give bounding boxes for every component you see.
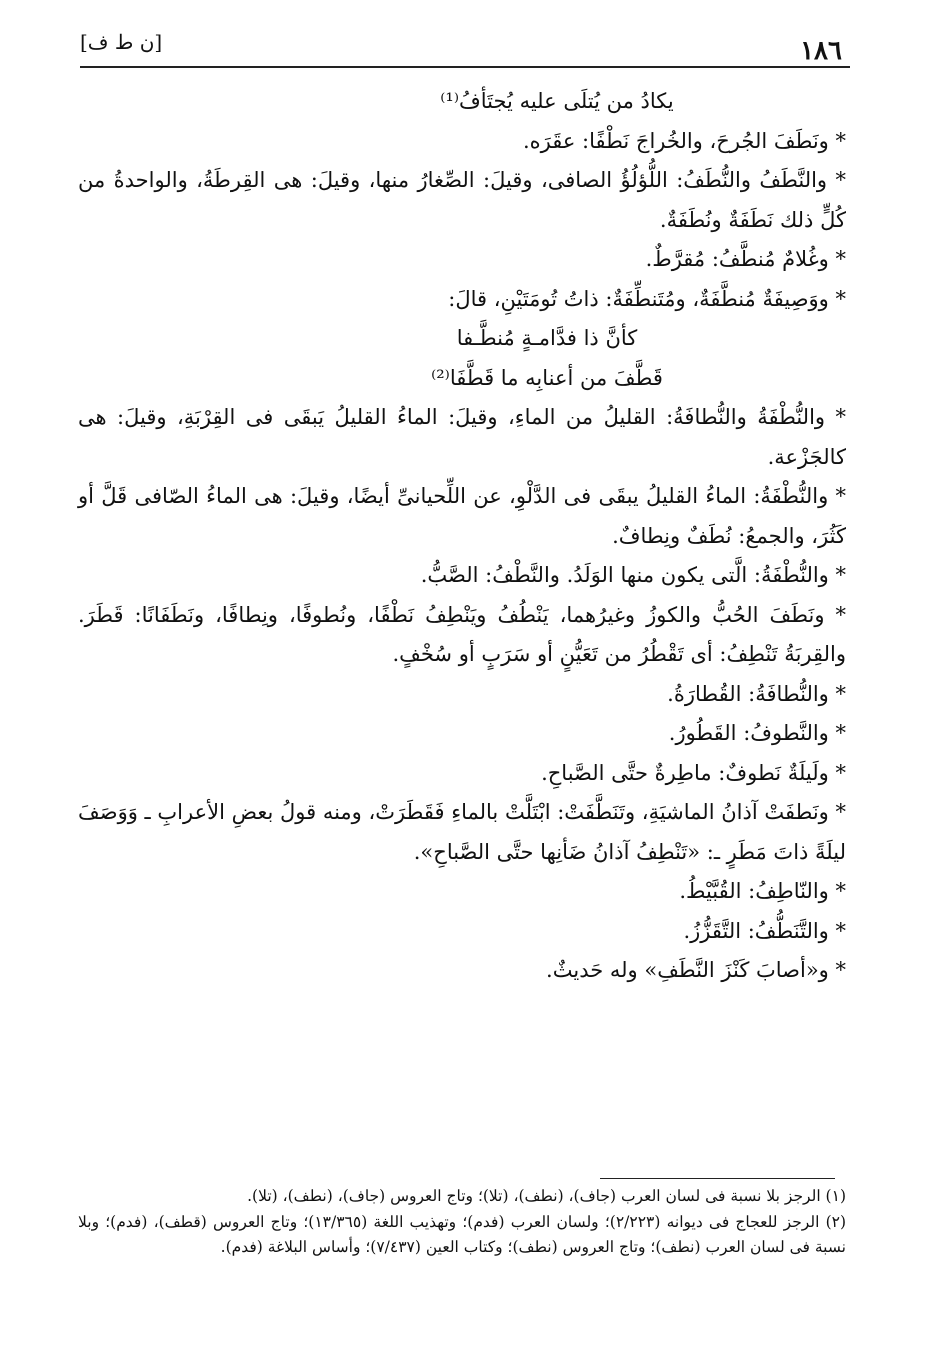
root-letters-label: [ن ط ف] (80, 30, 163, 54)
entry-paragraph: * والنّاطِفُ: القُبَّيْطُ. (679, 879, 846, 903)
entry-body (78, 82, 846, 991)
entry-paragraph: * ولَيلَةٌ نَطوفٌ: ماطِرةٌ حتَّى الصَّباحِ. (541, 760, 846, 785)
verse-line: قَطَّفَ من أعنابِه ما قَطَّفَا⁽²⁾ (431, 365, 663, 390)
entry-paragraph: * والنُّطافَةُ: القُطارَةُ. (667, 681, 846, 706)
entry-paragraph: * ونَطفَتْ آذانُ الماشيَةِ، وتَنَطَّفَتْ: ابْتَلَّتْ بالماءِ فَقَطَرَتْ، ومنه قولُ بعضِ الأعرابِ ـ وَوَصَفَ ليلَةً ذاتَ مَطَرٍ ـ: «تَنْطِفُ آذانُ ضَأنِها حتَّى الصَّباحِ». (78, 800, 846, 864)
page-number: ١٨٦ (800, 36, 842, 66)
entry-paragraph: * ونَطَفَ الجُرحَ، والخُراجَ نَطْفًا: عقَرَه. (522, 128, 846, 153)
entry-paragraph: * ووَصِيفَةٌ مُنطَّفَةٌ، ومُتَنطِّفَةٌ: ذاتُ تُومَتَيْنِ، قالَ: (448, 286, 846, 311)
entry-paragraph: * وغُلامٌ مُنطَّفُ: مُقرَّطٌ. (645, 247, 846, 271)
header-divider (80, 66, 850, 68)
footnote: (١) الرجز بلا نسبة فى لسان العرب (جاف)، (نطف)، (تلا)؛ وتاج العروس (جاف)، (نطف)، (تلا). (247, 1187, 846, 1205)
entry-paragraph: * والتَّنَطُّفُ: التَّقَزُّزُ. (683, 918, 846, 943)
footnotes (78, 1184, 846, 1261)
entry-paragraph: * والنُّطْفَةُ: الَّتى يكون منها الوَلَدُ. والنَّطْفُ: الصَّبُّ. (420, 563, 846, 587)
entry-paragraph: * و«أصابَ كَنْزَ النَّطَفِ» وله حَديثٌ. (546, 958, 846, 982)
entry-paragraph: * والنُّطْفَةُ والنُّطافَةُ: القليلُ من الماءِ، وقيلَ: الماءُ القليلُ يَبقَى فى القِرْبَةِ، وقيلَ: هى كالجَزْعة. (78, 405, 846, 469)
footnote: (٢) الرجز للعجاج فى ديوانه (٢/٢٢٣)؛ ولسان العرب (فدم)؛ وتهذيب اللغة (١٣/٣٦٥)؛ وتاج العروس (قطف)، (فدم)؛ وبلا نسبة فى لسان العرب (نطف)؛ وتاج العروس (نطف)؛ وكتاب العين (٧/٤٣٧)؛ وأساس البلاغة (فدم). (78, 1212, 847, 1256)
verse-line: يكادُ من يُتلَى عليه يُجتَأفُ⁽¹⁾ (440, 89, 674, 113)
footnote-divider (600, 1178, 835, 1179)
entry-paragraph: * والنَّطوفُ: القَطُورُ. (668, 721, 846, 745)
verse-line: كأنَّ ذا فدَّامـةٍ مُنطَّـفا (456, 326, 638, 350)
entry-paragraph: * والنَّطَفُ والنُّطَفُ: اللُّؤلُؤُ الصافى، وقيلَ: الصِّغارُ منها، وقيلَ: هى القِرطَةُ، والواحدةُ من كُلٍّ ذلك نَطَفَةٌ ونُطَفَةٌ. (78, 168, 846, 232)
page-header (80, 28, 850, 66)
entry-paragraph: * والنُّطْفَةُ: الماءُ القليلُ يبقَى فى الدَّلْوِ، عن اللِّحيانىِّ أيضًا، وقيلَ: هى الماءُ الصّافى قَلَّ أو كَثُرَ، والجمعُ: نُطَفٌ ونِطافٌ. (78, 484, 846, 548)
entry-paragraph: * ونَطَفَ الحُبُّ والكوزُ وغيرُهما، يَنْطُفُ ويَنْطِفُ نَطْفًا، ونُطوفًا، ونِطافًا، ونَطَفَانًا: قَطَرَ. والقِربَةُ تَنْطِفُ: أى تَقْطُرُ من تَعَيُّنٍ أو سَرَبٍ أو سُخْفٍ. (78, 602, 846, 666)
